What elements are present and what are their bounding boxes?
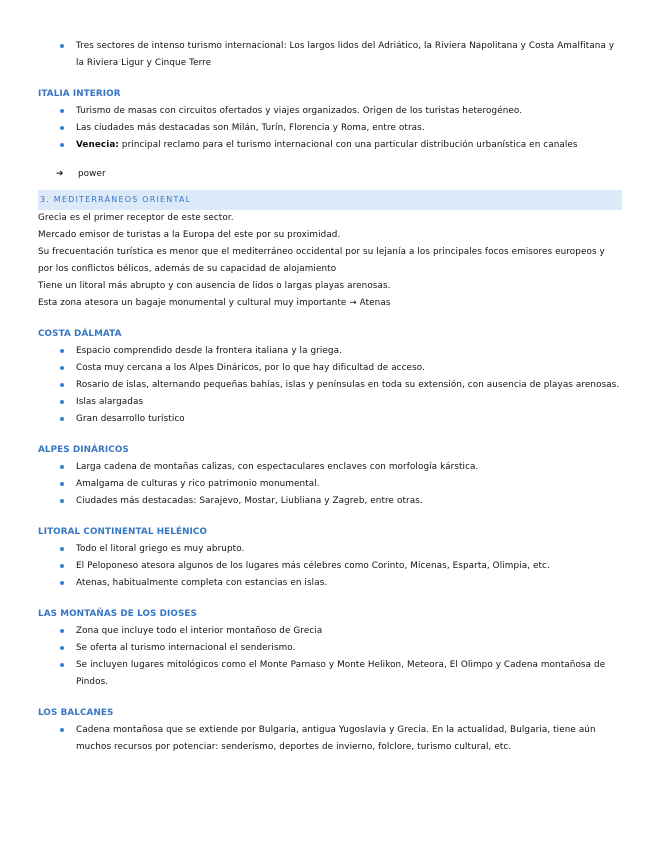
list-item: Las ciudades más destacadas son Milán, Turín, Florencia y Roma, entre otras. xyxy=(76,120,622,137)
alpes-dinaricos-bullet-list xyxy=(38,459,622,510)
heading-italia-interior: ITALIA INTERIOR xyxy=(38,89,121,99)
arrow-right-icon: ➔ xyxy=(56,169,64,179)
montanas-dioses-bullet-list xyxy=(38,623,622,691)
paragraph-line: Tiene un litoral más abrupto y con ausencia de lidos o largas playas arenosas. xyxy=(38,281,391,291)
heading-alpes-dinaricos: ALPES DINÁRICOS xyxy=(38,445,129,455)
list-item: Se oferta al turismo internacional el senderismo. xyxy=(76,640,622,657)
list-item xyxy=(76,137,622,154)
list-item: Zona que incluye todo el interior montañoso de Grecia xyxy=(76,623,622,640)
list-item: Espacio comprendido desde la frontera italiana y la griega. xyxy=(76,343,622,360)
section3-paragraph xyxy=(38,210,622,312)
document-page xyxy=(38,38,622,756)
venecia-label: Venecia: xyxy=(76,140,120,150)
paragraph-line: Su frecuentación turística es menor que el mediterráneo occidental por su lejanía a los principales focos emisores europeos y por los conflictos bélicos, además de su capacidad de alojamiento xyxy=(38,247,605,274)
intro-bullet-list xyxy=(38,38,622,72)
paragraph-line: Grecia es el primer receptor de este sector. xyxy=(38,213,234,223)
list-item: Rosario de islas, alternando pequeñas bahías, islas y penínsulas en toda su extensión, con ausencia de playas arenosas. xyxy=(76,377,622,394)
list-item: Islas alargadas xyxy=(76,394,622,411)
litoral-helenico-bullet-list xyxy=(38,541,622,592)
list-item: El Peloponeso atesora algunos de los lugares más célebres como Corinto, Micenas, Esparta, Olimpia, etc. xyxy=(76,558,622,575)
italia-interior-bullet-list xyxy=(38,103,622,154)
list-item: Se incluyen lugares mitológicos como el Monte Parnaso y Monte Helikon, Meteora, El Olimpo y Cadena montañosa de Pindos. xyxy=(76,657,622,691)
heading-balcanes: LOS BALCANES xyxy=(38,708,114,718)
arrow-note xyxy=(38,166,622,183)
list-item: Turismo de masas con circuitos ofertados y viajes organizados. Origen de los turistas heterogéneo. xyxy=(76,103,622,120)
list-item: Amalgama de culturas y rico patrimonio monumental. xyxy=(76,476,622,493)
heading-litoral-helenico: LITORAL CONTINENTAL HELÉNICO xyxy=(38,527,208,537)
list-item: Ciudades más destacadas: Sarajevo, Mostar, Liubliana y Zagreb, entre otras. xyxy=(76,493,622,510)
list-item: Tres sectores de intenso turismo internacional: Los largos lidos del Adriático, la Riviera Napolitana y Costa Amalfitana y la Riviera Ligur y Cinque Terre xyxy=(76,38,622,72)
arrow-note-text: power xyxy=(78,169,106,179)
list-item: Atenas, habitualmente completa con estancias en islas. xyxy=(76,575,622,592)
paragraph-line: Mercado emisor de turistas a la Europa del este por su proximidad. xyxy=(38,230,341,240)
balcanes-bullet-list xyxy=(38,722,622,756)
list-item: Todo el litoral griego es muy abrupto. xyxy=(76,541,622,558)
list-item: Larga cadena de montañas calizas, con espectaculares enclaves con morfología kárstica. xyxy=(76,459,622,476)
list-item: Cadena montañosa que se extiende por Bulgaria, antigua Yugoslavia y Grecia. En la actualidad, Bulgaria, tiene aún muchos recursos por potenciar: senderismo, deportes de invierno, folclore, turismo cultural, etc. xyxy=(76,722,622,756)
list-item: Costa muy cercana a los Alpes Dináricos, por lo que hay dificultad de acceso. xyxy=(76,360,622,377)
heading-montanas-dioses: LAS MONTAÑAS DE LOS DIOSES xyxy=(38,609,197,619)
costa-dalmata-bullet-list xyxy=(38,343,622,428)
paragraph-line: Esta zona atesora un bagaje monumental y cultural muy importante → Atenas xyxy=(38,298,391,308)
venecia-text: principal reclamo para el turismo internacional con una particular distribución urbanística en canales xyxy=(119,140,578,150)
section-title-mediterraneo-oriental: 3. MEDITERRÁNEOS ORIENTAL xyxy=(38,190,622,210)
list-item: Gran desarrollo turístico xyxy=(76,411,622,428)
heading-costa-dalmata: COSTA DÁLMATA xyxy=(38,329,122,339)
